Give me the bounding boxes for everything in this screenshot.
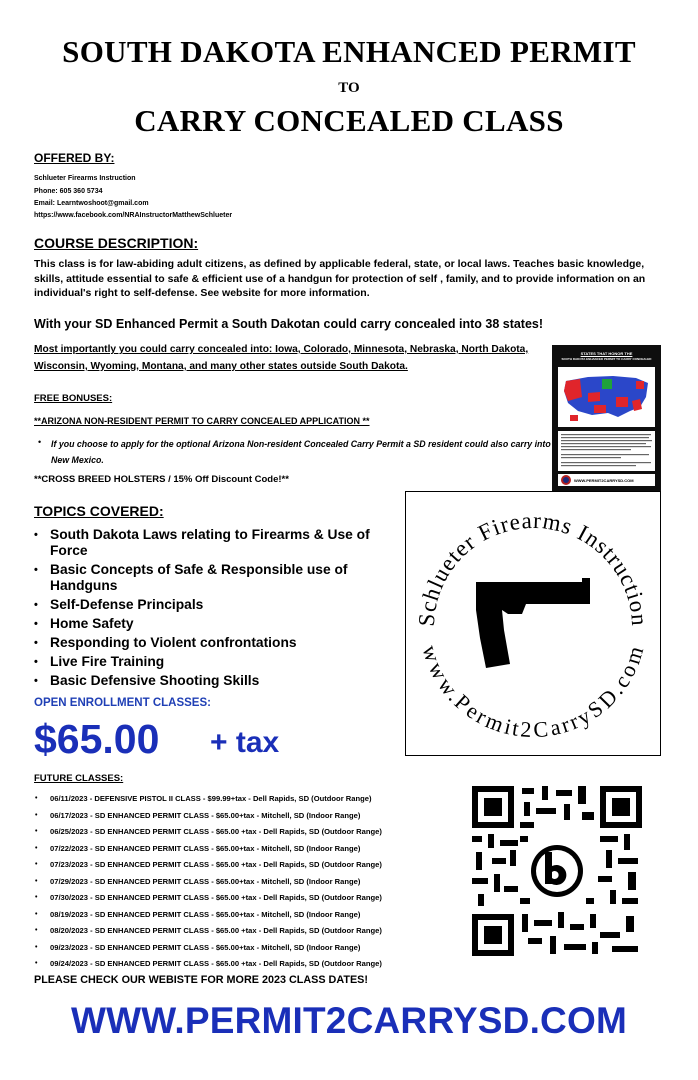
seal-icon xyxy=(560,474,574,486)
cross-breed-line: **CROSS BREED HOLSTERS / 15% Off Discount Code!** xyxy=(34,474,289,485)
topics-list xyxy=(34,527,394,692)
svg-text:Schlueter Firearms Instruction xyxy=(414,508,652,627)
map-fine-print xyxy=(558,431,655,471)
open-enrollment-heading: OPEN ENROLLMENT CLASSES: xyxy=(34,697,211,709)
class-item: • 07/29/2023 - SD ENHANCED PERMIT CLASS - $65.00+tax - Mitchell, SD (Indoor Range) xyxy=(34,874,454,891)
schlueter-logo xyxy=(405,491,661,756)
us-map-image xyxy=(558,367,655,427)
topic-item: • Self-Defense Principals xyxy=(34,597,394,613)
arizona-permit-line: **ARIZONA NON-RESIDENT PERMIT TO CARRY CONCEALED APPLICATION ** xyxy=(34,416,370,426)
topic-item: • Responding to Violent confrontations xyxy=(34,635,394,651)
topic-item: • South Dakota Laws relating to Firearms & Use of Force xyxy=(34,527,394,559)
class-item: • 06/11/2023 - DEFENSIVE PISTOL II CLASS - $99.99+tax - Dell Rapids, SD (Outdoor Range) xyxy=(34,791,454,808)
class-item: • 06/17/2023 - SD ENHANCED PERMIT CLASS - $65.00+tax - Mitchell, SD (Indoor Range) xyxy=(34,808,454,825)
svg-text:www.Permit2CarrySD.com xyxy=(417,642,648,742)
class-item: • 08/20/2023 - SD ENHANCED PERMIT CLASS - $65.00 +tax - Dell Rapids, SD (Outdoor Range) xyxy=(34,923,454,940)
price-tax-label: + tax xyxy=(210,726,280,759)
class-item: • 07/30/2023 - SD ENHANCED PERMIT CLASS - $65.00 +tax - Dell Rapids, SD (Outdoor Range) xyxy=(34,890,454,907)
handgun-icon xyxy=(476,578,590,668)
class-item: • 09/23/2023 - SD ENHANCED PERMIT CLASS - $65.00+tax - Mitchell, SD (Indoor Range) xyxy=(34,940,454,957)
check-website-line: PLEASE CHECK OUR WEBISTE FOR MORE 2023 CLASS DATES! xyxy=(34,974,368,986)
topics-covered-heading: TOPICS COVERED: xyxy=(34,503,164,519)
phone-number: Phone: 605 360 5734 xyxy=(34,188,103,195)
states-map-flyer xyxy=(552,345,661,491)
topic-item: • Basic Defensive Shooting Skills xyxy=(34,673,394,689)
logo-bottom-text: www.Permit2CarrySD.com xyxy=(417,642,649,743)
states-line: With your SD Enhanced Permit a South Dakotan could carry concealed into 38 states! xyxy=(34,317,544,331)
class-item: • 07/22/2023 - SD ENHANCED PERMIT CLASS - $65.00+tax - Mitchell, SD (Indoor Range) xyxy=(34,841,454,858)
title-line-1: SOUTH DAKOTA ENHANCED PERMIT xyxy=(62,34,636,69)
facebook-link[interactable]: https://www.facebook.com/NRAInstructorMatthewSchlueter xyxy=(34,212,233,219)
class-price: $65.00 xyxy=(34,716,160,762)
future-classes-heading: FUTURE CLASSES: xyxy=(34,773,124,784)
title-line-3: CARRY CONCEALED CLASS xyxy=(134,103,564,138)
important-states-text: Most importantly you could carry concealed into: Iowa, Colorado, Minnesota, Nebraska, North Dakota, Wisconsin, Wyoming, Montana, and many other states outside South Dakota. xyxy=(34,344,529,372)
topic-item: • Home Safety xyxy=(34,616,394,632)
qr-code[interactable] xyxy=(472,786,642,956)
course-description-heading: COURSE DESCRIPTION: xyxy=(34,235,199,251)
map-text-lines xyxy=(558,431,655,471)
class-item: • 09/24/2023 - SD ENHANCED PERMIT CLASS - $65.00 +tax - Dell Rapids, SD (Outdoor Range) xyxy=(34,956,454,973)
course-description-text: This class is for law-abiding adult citizens, as defined by applicable federal, state, or local laws. Teaches basic knowledge, skills, attitude essential to safe & efficient use of a handgun for protection of self , family, and to provide information on an individual's right to self-defense. See website for more information. xyxy=(34,258,646,299)
title-line-2: TO xyxy=(338,80,360,96)
offered-by-heading: OFFERED BY: xyxy=(34,151,115,165)
map-caption-top: STATES THAT HONOR THE xyxy=(580,351,633,356)
business-name: Schlueter Firearms Instruction xyxy=(34,175,136,182)
free-bonuses-heading: FREE BONUSES: xyxy=(34,393,113,404)
logo-graphic xyxy=(406,492,659,754)
map-caption-sub: SOUTH DAKOTA ENHANCED PERMIT TO CARRY CONCEALED xyxy=(561,357,652,361)
bullet-icon: • xyxy=(38,437,42,447)
class-item: • 06/25/2023 - SD ENHANCED PERMIT CLASS - $65.00 +tax - Dell Rapids, SD (Outdoor Range) xyxy=(34,824,454,841)
topic-item: • Live Fire Training xyxy=(34,654,394,670)
class-item: • 07/23/2023 - SD ENHANCED PERMIT CLASS - $65.00 +tax - Dell Rapids, SD (Outdoor Range) xyxy=(34,857,454,874)
topic-item: • Basic Concepts of Safe & Responsible use of Handguns xyxy=(34,562,394,594)
website-link[interactable]: WWW.PERMIT2CARRYSD.COM xyxy=(71,1000,627,1041)
future-classes-list xyxy=(34,791,454,973)
logo-top-text: Schlueter Firearms Instruction xyxy=(413,507,653,628)
arizona-permit-text: If you choose to apply for the optional Arizona Non-resident Concealed Carry Permit a SD resident could also carry into New Mexico. xyxy=(51,439,551,465)
map-url-text: WWW.PERMIT2CARRYSD.COM xyxy=(574,478,634,483)
class-item: • 08/19/2023 - SD ENHANCED PERMIT CLASS - $65.00+tax - Mitchell, SD (Indoor Range) xyxy=(34,907,454,924)
email-address[interactable]: Email: Learntwoshoot@gmail.com xyxy=(34,200,149,207)
